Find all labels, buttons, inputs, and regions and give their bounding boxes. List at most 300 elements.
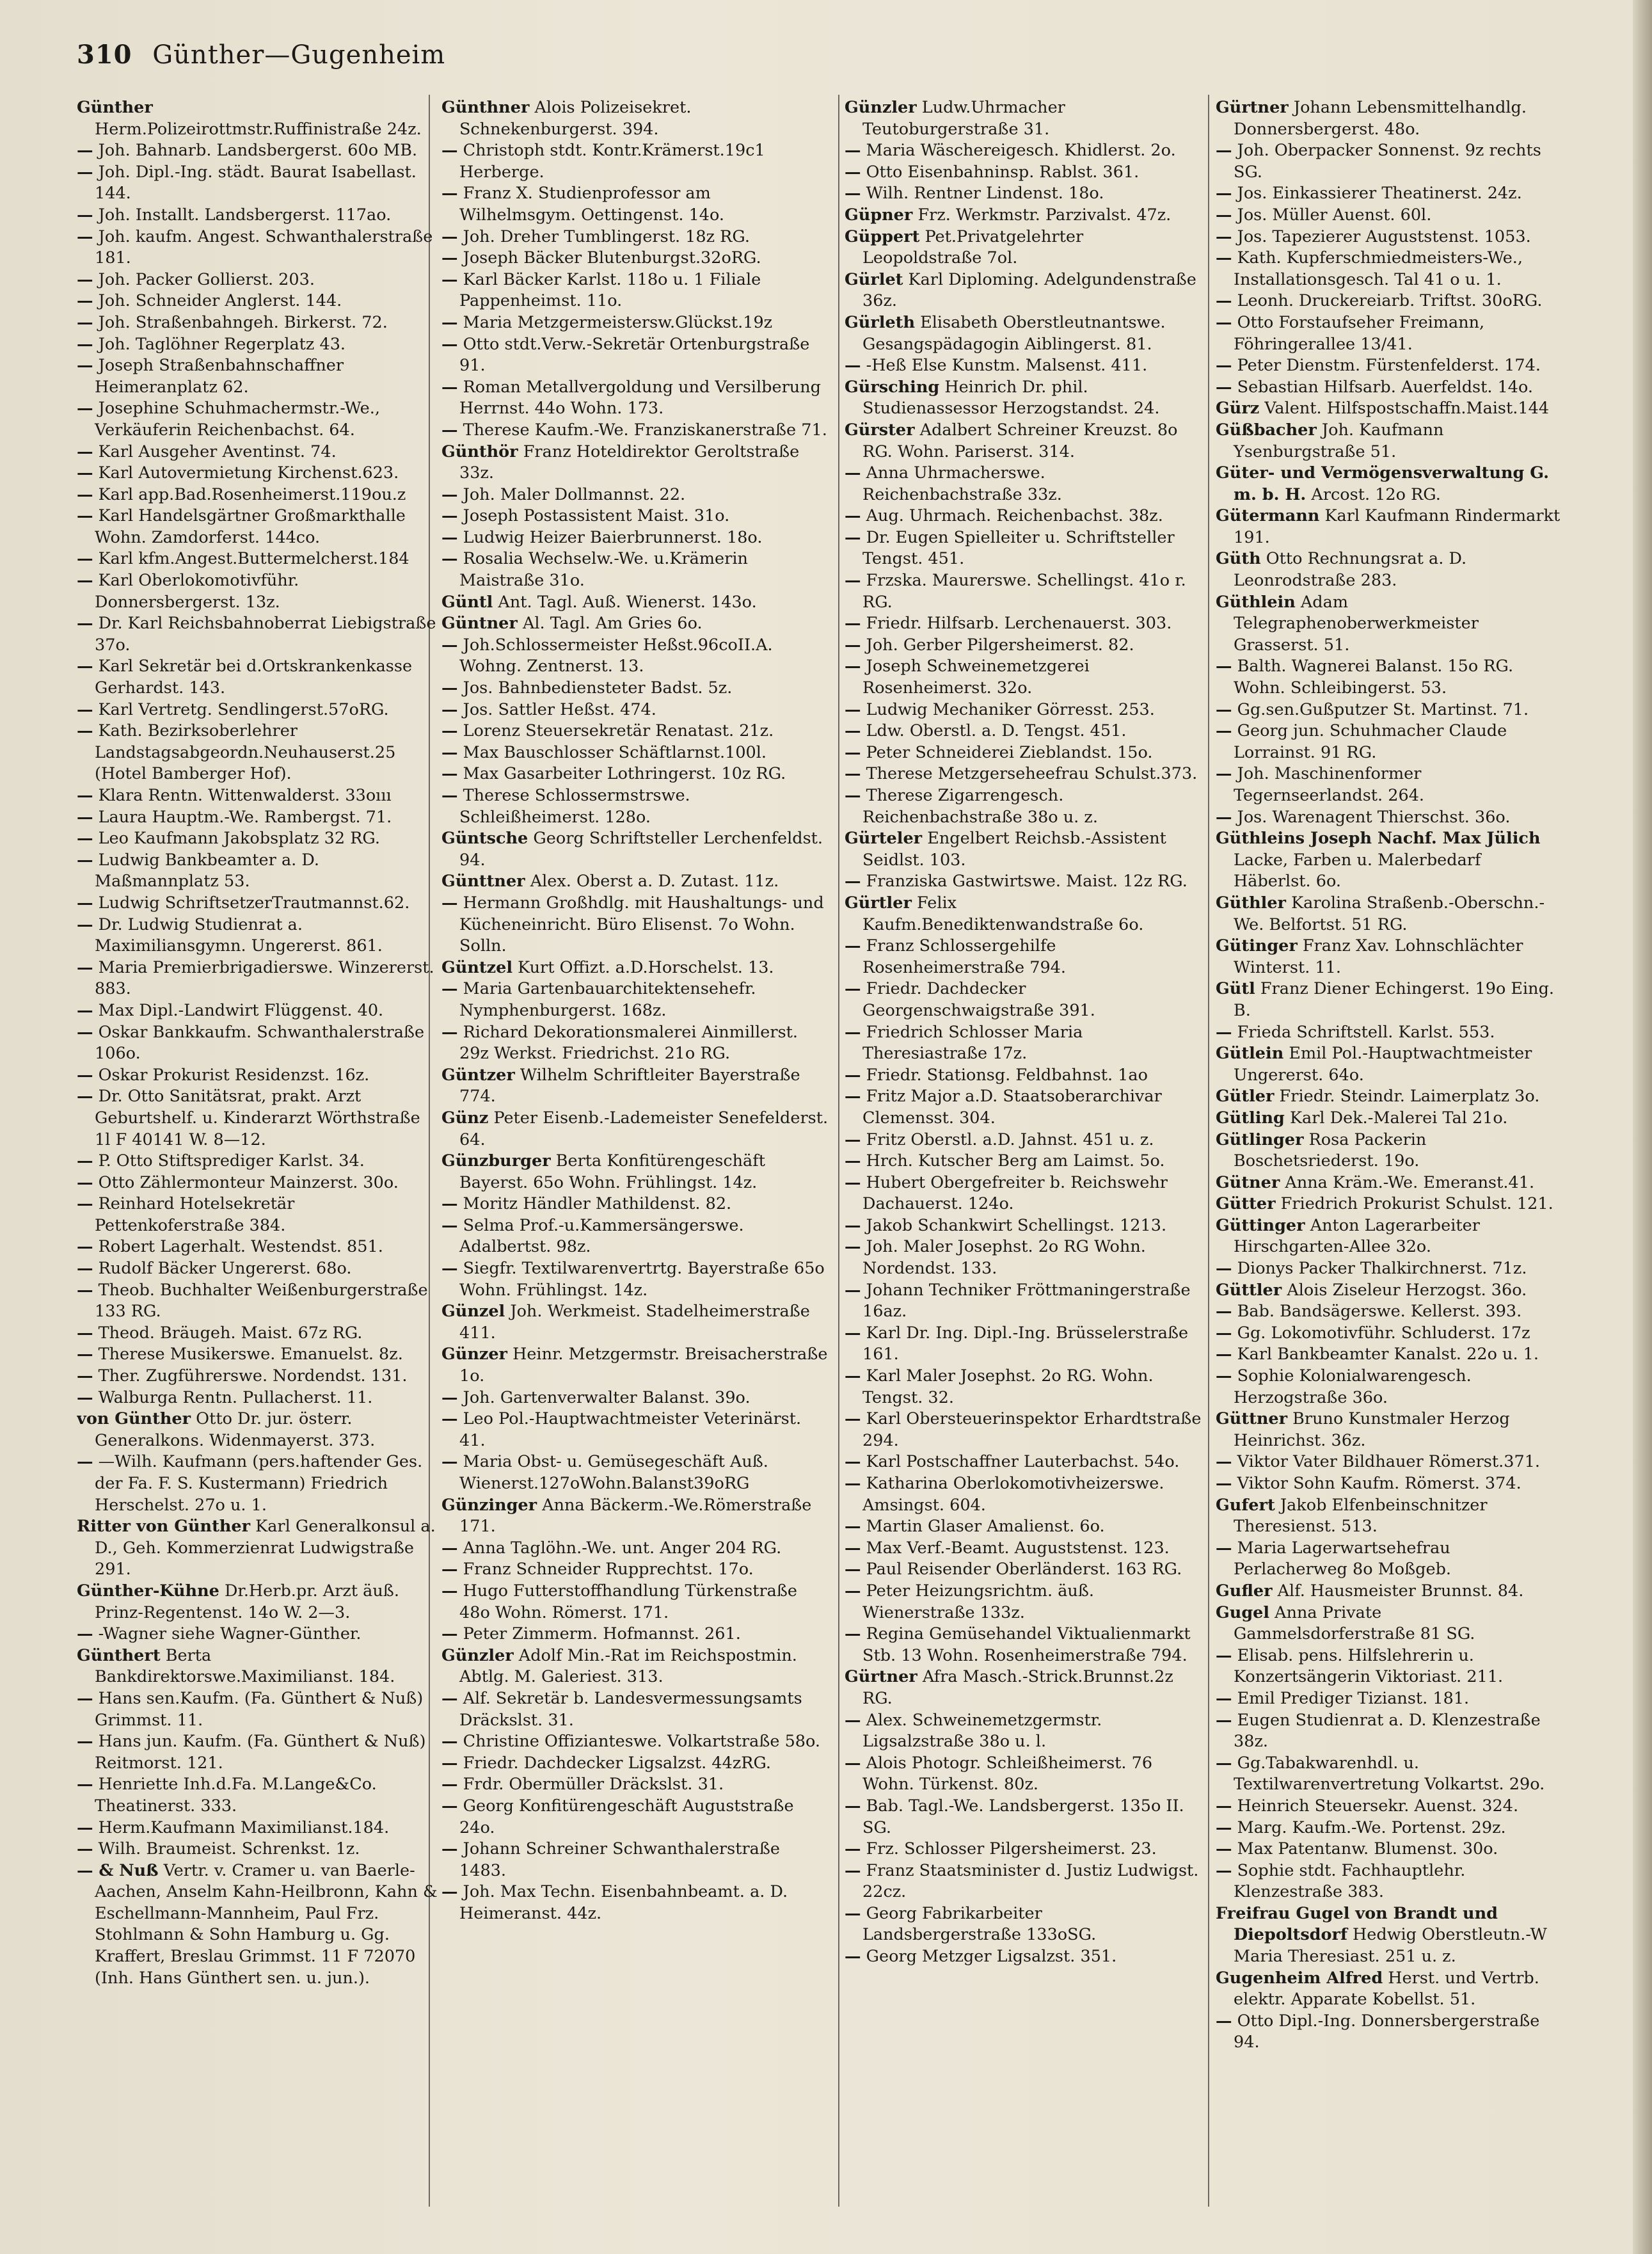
entry-name: —: [77, 356, 93, 376]
directory-entry: [441, 699, 832, 721]
directory-entry: [441, 785, 832, 828]
entry-name: Ritter von Günther: [77, 1517, 251, 1537]
directory-entry: [441, 1387, 832, 1409]
entry-text: Georg Fabrikarbeiter Landsbergerstraße 133oSG.: [861, 1903, 1097, 1945]
directory-entry: [845, 227, 1203, 269]
directory-entry: [441, 1753, 832, 1775]
entry-name: —: [77, 1172, 93, 1192]
entry-text: Karl Autovermietung Kirchenst.623.: [93, 463, 399, 483]
entry-name: —: [77, 850, 93, 870]
entry-name: —: [77, 1387, 93, 1407]
entry-text: Pet.Privatgelehrter Leopoldstraße 7ol.: [862, 227, 1084, 268]
entry-text: Karl Vertretg. Sendlingerst.57oRG.: [93, 699, 389, 719]
directory-entry: [1216, 248, 1561, 291]
entry-name: —: [441, 506, 458, 526]
entry-text: Maria Obst- u. Gemüsegeschäft Auß. Wienerst.127oWohn.Balanst39oRG: [457, 1452, 768, 1493]
entry-text: Josephine Schuhmachermstr.-We., Verkäuferin Reichenbachst. 64.: [93, 399, 380, 440]
directory-entry: [77, 850, 438, 893]
entry-text: Ludwig SchriftsetzerTrautmannst.62.: [93, 893, 410, 913]
entry-text: Siegfr. Textilwarenvertrtg. Bayerstraße 65o Wohn. Frühlingst. 14z.: [457, 1259, 825, 1300]
entry-name: —: [845, 1237, 861, 1257]
directory-entry: [77, 1645, 438, 1688]
entry-text: Jos. Tapezierer Auguststenst. 1053.: [1232, 227, 1531, 246]
entry-name: Günzel: [441, 1302, 505, 1322]
directory-entry: [845, 1409, 1203, 1451]
directory-entry: [1216, 1968, 1561, 2011]
directory-entry: [441, 506, 832, 527]
entry-text: Frz. Schlosser Pilgersheimerst. 23.: [861, 1839, 1157, 1859]
directory-entry: [1216, 936, 1561, 979]
entry-name: Güppert: [845, 227, 920, 246]
entry-text: Friedrich Prokurist Schulst. 121.: [1275, 1194, 1553, 1214]
directory-entry: [77, 1000, 438, 1022]
entry-text: Karl Kaufmann Rindermarkt 191.: [1234, 506, 1561, 547]
entry-text: Dr. Karl Reichsbahnoberrat Liebigstraße 37o.: [93, 614, 436, 655]
directory-entry: [845, 1710, 1203, 1753]
directory-entry: [77, 227, 438, 269]
directory-entry: [441, 635, 832, 678]
directory-entry: [1216, 1366, 1561, 1409]
entry-name: —: [1216, 764, 1232, 784]
directory-entry: [1216, 1086, 1561, 1108]
entry-text: Wilhelm Schriftleiter Bayerstraße 774.: [459, 1065, 800, 1107]
directory-entry: [441, 592, 832, 614]
entry-name: von Günther: [77, 1409, 191, 1429]
entry-name: Gugel: [1216, 1603, 1270, 1622]
entry-text: Frzska. Maurerswe. Schellingst. 41o r. RG.: [861, 571, 1186, 612]
entry-name: —: [1216, 1323, 1232, 1343]
directory-entry: [441, 527, 832, 549]
entry-text: Kath. Bezirksoberlehrer Landstagsabgeordn.Neuhauserst.25 (Hotel Bamberger Hof).: [93, 721, 396, 784]
entry-text: Lacke, Farben u. Malerbedarf Häberlst. 6o.: [1234, 850, 1481, 891]
entry-text: Karl kfm.Angest.Buttermelcherst.184: [93, 549, 409, 569]
entry-text: Karl Generalkonsul a. D., Geh. Kommerzienrat Ludwigstraße 291.: [95, 1517, 436, 1579]
entry-name: Günthert: [77, 1645, 161, 1665]
entry-name: —: [1216, 699, 1232, 719]
entry-text: Leonh. Druckereiarb. Triftst. 30oRG.: [1232, 291, 1543, 311]
entry-text: —Wilh. Kaufmann (pers.haftender Ges. der Fa. F. S. Kustermann) Friedrich Herschelst. 27o u. 1.: [93, 1452, 423, 1515]
entry-name: Güntl: [441, 592, 493, 612]
entry-name: —: [845, 1130, 861, 1149]
directory-entry: [77, 1280, 438, 1323]
entry-text: Jakob Schankwirt Schellingst. 1213.: [861, 1215, 1167, 1235]
entry-text: Joh. Werkmeist. Stadelheimerstraße 411.: [459, 1302, 810, 1343]
entry-text: Arcost. 12o RG.: [1306, 484, 1441, 504]
directory-entry: [441, 140, 832, 183]
entry-name: —: [845, 184, 861, 204]
column-divider: [1208, 95, 1209, 2207]
entry-name: —: [1216, 1860, 1232, 1880]
entry-name: Günttner: [441, 872, 525, 891]
directory-entry: [845, 312, 1203, 355]
entry-name: Günzinger: [441, 1495, 537, 1515]
entry-name: —: [845, 1474, 861, 1493]
entry-text: Joh. Maler Josephst. 2o RG Wohn. Nordendst. 133.: [861, 1237, 1146, 1279]
entry-text: Wilh. Braumeist. Schrenkst. 1z.: [93, 1839, 360, 1859]
entry-name: Güßbacher: [1216, 420, 1317, 440]
entry-name: Gütermann: [1216, 506, 1320, 526]
directory-entry: [1216, 377, 1561, 399]
directory-entry: [845, 871, 1203, 893]
entry-name: Gufler: [1216, 1581, 1273, 1601]
entry-name: —: [77, 549, 93, 569]
directory-entry: [1216, 1258, 1561, 1280]
directory-entry: [845, 527, 1203, 570]
entry-text: Vertr. v. Cramer u. van Baerle-Aachen, Anselm Kahn-Heilbronn, Kahn & Eschellmann-Mannheim, Paul Frz. Stohlmann & Sohn Hamburg u. Gg. Kraffert, Breslau Grimmst. 11 F 72070 (Inh. Hans Günthert sen. u. jun.).: [95, 1860, 438, 1988]
directory-entry: [845, 1151, 1203, 1172]
entry-text: Frz. Werkmstr. Parzivalst. 47z.: [912, 205, 1171, 225]
entry-name: —: [845, 1022, 861, 1042]
directory-entry: [77, 1194, 438, 1236]
page-edge: [1633, 0, 1652, 2254]
entry-name: —: [77, 1237, 93, 1257]
entry-text: Kath. Kupferschmiedmeisters-We., Installationsgesch. Tal 41 o u. 1.: [1232, 248, 1523, 289]
entry-name: —: [77, 141, 93, 161]
entry-name: Günthner: [441, 98, 530, 117]
entry-name: Günthör: [441, 442, 518, 461]
directory-entry: [77, 785, 438, 807]
entry-name: Gütinger: [1216, 936, 1298, 956]
entry-name: —: [441, 1387, 458, 1407]
entry-text: Herm.Kaufmann Maximilianst.184.: [93, 1818, 390, 1837]
entry-name: —: [441, 1732, 458, 1752]
entry-name: Gürlet: [845, 269, 903, 289]
directory-entry: [441, 1151, 832, 1194]
entry-name: —: [77, 205, 93, 225]
directory-entry: [77, 140, 438, 162]
directory-entry: [77, 1581, 438, 1624]
directory-entry: [441, 420, 832, 442]
directory-entry: [1216, 1903, 1561, 1968]
entry-text: Alex. Schweinemetzgermstr. Ligsalzstraße 38o u. l.: [861, 1710, 1102, 1752]
directory-entry: [1216, 1688, 1561, 1710]
entry-name: —: [1216, 1818, 1232, 1837]
entry-text: Dionys Packer Thalkirchnerst. 71z.: [1232, 1259, 1527, 1279]
directory-entry: [1216, 355, 1561, 377]
entry-name: —: [1216, 1452, 1232, 1472]
directory-entry: [441, 763, 832, 785]
directory-entry: [77, 1731, 438, 1774]
entry-name: Güntzel: [441, 957, 513, 977]
entry-text: Rosa Packerin Boschetsriederst. 19o.: [1234, 1130, 1427, 1171]
entry-name: Güth: [1216, 549, 1261, 569]
entry-name: Güpner: [845, 205, 913, 225]
entry-name: —: [77, 227, 93, 246]
entry-text: Karl Oberlokomotivführ. Donnersbergerst. 13z.: [93, 571, 299, 612]
column-divider: [838, 95, 839, 2207]
directory-entry: [845, 1065, 1203, 1087]
entry-name: —: [845, 1087, 861, 1107]
entry-text: Alf. Hausmeister Brunnst. 84.: [1272, 1581, 1524, 1601]
entry-name: Günzler: [845, 98, 917, 117]
entry-name: —: [77, 1022, 93, 1042]
entry-text: Joh. Installt. Landsbergerst. 117ao.: [93, 205, 392, 225]
entry-text: Oskar Prokurist Residenzst. 16z.: [93, 1065, 370, 1085]
directory-entry: [77, 506, 438, 548]
entry-text: Alois Polizeisekret. Schnekenburgerst. 394.: [459, 98, 692, 139]
entry-name: —: [845, 872, 861, 891]
directory-entry: [77, 548, 438, 570]
entry-text: Karolina Straßenb.-Oberschn.-We. Belfortst. 51 RG.: [1234, 893, 1545, 934]
entry-text: Berta Konfitürengeschäft Bayerst. 65o Wohn. Frühlingst. 14z.: [459, 1151, 765, 1192]
entry-name: —: [441, 1409, 458, 1429]
entry-name: —: [77, 1259, 93, 1279]
column-3: [845, 97, 1203, 2216]
entry-name: —: [845, 1172, 861, 1192]
entry-text: Selma Prof.-u.Kammersängerswe. Adalbertst. 98z.: [457, 1215, 744, 1257]
entry-text: Adam Telegraphenoberwerkmeister Grasserst. 51.: [1234, 592, 1479, 655]
entry-name: —: [1216, 721, 1232, 741]
entry-name: Gütner: [1216, 1172, 1280, 1192]
directory-entry: [1216, 1280, 1561, 1302]
entry-text: Felix Kaufm.Benediktenwandstraße 6o.: [862, 893, 1144, 934]
entry-name: —: [845, 742, 861, 762]
directory-entry: [845, 1903, 1203, 1946]
directory-entry: [441, 334, 832, 377]
entry-name: —: [845, 1947, 861, 1967]
directory-entry: [77, 699, 438, 721]
entry-name: —: [845, 979, 861, 999]
entry-name: Günzburger: [441, 1151, 551, 1171]
entry-text: Hubert Obergefreiter b. Reichswehr Dachauerst. 124o.: [861, 1172, 1168, 1214]
entry-name: —: [845, 356, 861, 376]
entry-name: —: [1216, 141, 1232, 161]
entry-text: Jos. Bahnbediensteter Badst. 5z.: [457, 678, 733, 698]
entry-name: —: [441, 635, 458, 655]
entry-text: Emil Prediger Tizianst. 181.: [1232, 1688, 1470, 1708]
directory-entry: [77, 1151, 438, 1172]
directory-entry: [845, 828, 1203, 871]
directory-entry: [1216, 1710, 1561, 1753]
entry-text: Friedrich Schlosser Maria Theresiastraße 17z.: [861, 1022, 1083, 1064]
entry-text: Max Bauschlosser Schäftlarnst.100l.: [457, 742, 767, 762]
entry-name: —: [441, 312, 458, 332]
entry-text: Heinrich Steuersekr. Auenst. 324.: [1232, 1796, 1519, 1816]
entry-name: —: [441, 1259, 458, 1279]
entry-name: —: [441, 1775, 458, 1794]
directory-entry: [1216, 1796, 1561, 1818]
entry-name: Gürtner: [1216, 98, 1289, 117]
entry-text: Joh. Bahnarb. Landsbergerst. 60o MB.: [93, 141, 418, 161]
directory-entry: [1216, 1022, 1561, 1044]
entry-name: —: [77, 1194, 93, 1214]
entry-name: Günzler: [441, 1645, 514, 1665]
entry-text: Leo Pol.-Hauptwachtmeister Veterinärst. 41.: [457, 1409, 802, 1450]
entry-name: —: [441, 420, 458, 440]
entry-text: Bab. Tagl.-We. Landsbergerst. 135o II. SG.: [861, 1796, 1184, 1837]
directory-entry: [441, 1774, 832, 1796]
entry-text: Franz Staatsminister d. Justiz Ludwigst. 22cz.: [861, 1860, 1199, 1902]
entry-name: —: [1216, 1345, 1232, 1364]
entry-text: Franz Diener Echingerst. 19o Eing. B.: [1234, 979, 1555, 1020]
directory-entry: [77, 1516, 438, 1581]
entry-name: —: [77, 1775, 93, 1794]
directory-entry: [845, 1581, 1203, 1624]
directory-entry: [77, 828, 438, 850]
entry-name: Gütlinger: [1216, 1130, 1304, 1149]
entry-name: Gütling: [1216, 1108, 1285, 1128]
directory-entry: [845, 613, 1203, 635]
entry-text: Joh. Oberpacker Sonnenst. 9z rechts SG.: [1232, 141, 1541, 182]
entry-text: Georg jun. Schuhmacher Claude Lorrainst. 91 RG.: [1232, 721, 1507, 762]
directory-entry: [845, 1860, 1203, 1903]
directory-entry: [1216, 1409, 1561, 1451]
entry-name: —: [1216, 377, 1232, 397]
entry-name: —: [845, 141, 861, 161]
entry-text: Leo Kaufmann Jakobsplatz 32 RG.: [93, 829, 380, 849]
directory-entry: [441, 957, 832, 979]
directory-entry: [441, 183, 832, 226]
directory-entry: [77, 312, 438, 334]
entry-name: Güthler: [1216, 893, 1286, 913]
column-2: [441, 97, 832, 2216]
entry-name: —: [77, 1732, 93, 1752]
entry-text: Rosalia Wechselw.-We. u.Krämerin Maistraße 31o.: [457, 549, 748, 591]
entry-name: —: [845, 1517, 861, 1537]
entry-name: —: [1216, 1645, 1232, 1665]
entry-text: Dr. Ludwig Studienrat a. Maximiliansgymn. Ungererst. 861.: [93, 915, 383, 956]
directory-entry: [1216, 463, 1561, 506]
entry-text: Maria Metzgermeistersw.Glückst.19z: [457, 312, 773, 332]
directory-entry: [1216, 1172, 1561, 1194]
entry-name: —: [1216, 356, 1232, 376]
entry-text: Gg.sen.Gußputzer St. Martinst. 71.: [1232, 699, 1529, 719]
entry-text: Joh.Schlossermeister Heßst.96coII.A. Wohng. Zentnerst. 13.: [457, 635, 773, 676]
entry-name: —: [77, 807, 93, 827]
entry-text: Richard Dekorationsmalerei Ainmillerst. 29z Werkst. Friedrichst. 21o RG.: [457, 1022, 798, 1064]
directory-entry: [77, 291, 438, 312]
directory-entry: [845, 506, 1203, 527]
entry-text: Therese Kaufm.-We. Franziskanerstraße 71.: [457, 420, 827, 440]
entry-text: -Heß Else Kunstm. Malsenst. 411.: [861, 356, 1148, 376]
running-title: Günther—Gugenheim: [152, 40, 446, 70]
entry-name: —: [77, 957, 93, 977]
entry-text: Joseph Postassistent Maist. 31o.: [457, 506, 730, 526]
directory-entry: [845, 1667, 1203, 1709]
directory-entry: [1216, 1645, 1561, 1688]
entry-name: —: [441, 248, 458, 268]
entry-name: —: [441, 527, 458, 547]
entry-text: Joh. Gartenverwalter Balanst. 39o.: [457, 1387, 751, 1407]
directory-entry: [1216, 592, 1561, 657]
entry-text: Lorenz Steuersekretär Renatast. 21z.: [457, 721, 774, 741]
entry-name: Güntner: [441, 614, 518, 634]
entry-name: —: [1216, 1259, 1232, 1279]
entry-text: Reinhard Hotelsekretär Pettenkoferstraße 384.: [93, 1194, 295, 1235]
entry-text: Hedwig Oberstleutn.-W Maria Theresiast. 251 u. z.: [1234, 1925, 1547, 1967]
directory-entry: [1216, 398, 1561, 420]
entry-name: —: [441, 1839, 458, 1859]
directory-entry: [1216, 721, 1561, 763]
directory-entry: [441, 1688, 832, 1731]
directory-entry: [845, 205, 1203, 227]
entry-text: Martin Glaser Amalienst. 6o.: [861, 1517, 1105, 1537]
page-number: 310: [77, 40, 132, 70]
entry-text: Herst. und Vertrb. elektr. Apparate Kobellst. 51.: [1234, 1968, 1539, 2010]
directory-entry: [1216, 291, 1561, 312]
entry-name: Güter- und Vermögensverwaltung G. m. b. H.: [1216, 463, 1549, 504]
entry-text: Sebastian Hilfsarb. Auerfeldst. 14o.: [1232, 377, 1534, 397]
directory-entry: [77, 1387, 438, 1409]
directory-entry: [1216, 506, 1561, 548]
page-header: [77, 40, 445, 78]
entry-text: Karl Ausgeher Aventinst. 74.: [93, 442, 337, 461]
entry-text: Jos. Einkassierer Theatinerst. 24z.: [1232, 184, 1522, 204]
entry-text: Oskar Bankkaufm. Schwanthalerstraße 106o.: [93, 1022, 425, 1064]
entry-text: Otto Dr. jur. österr. Generalkons. Widenmayerst. 373.: [95, 1409, 376, 1450]
entry-name: —: [77, 1087, 93, 1107]
entry-name: Gürster: [845, 420, 915, 440]
entry-text: Hermann Großhdlg. mit Haushaltungs- und Kücheneinricht. Büro Elisenst. 7o Wohn. Solln.: [457, 893, 824, 956]
entry-text: Henriette Inh.d.Fa. M.Lange&Co. Theatinerst. 333.: [93, 1775, 377, 1816]
entry-text: Joseph Bäcker Blutenburgst.32oRG.: [457, 248, 761, 268]
entry-name: Gürtler: [845, 893, 912, 913]
directory-entry: [1216, 807, 1561, 829]
directory-entry: [441, 1344, 832, 1387]
entry-name: Gürtner: [845, 1667, 917, 1687]
directory-entry: [1216, 1451, 1561, 1473]
entry-name: Güthleins Joseph Nachf. Max Jülich: [1216, 829, 1541, 849]
entry-name: —: [845, 1323, 861, 1343]
directory-entry: [77, 1258, 438, 1280]
entry-text: Emil Pol.-Hauptwachtmeister Ungererst. 64o.: [1234, 1044, 1532, 1085]
entry-text: Anna Bäckerm.-We.Römerstraße 171.: [459, 1495, 812, 1537]
entry-name: —: [77, 506, 93, 526]
entry-name: —: [1216, 205, 1232, 225]
entry-text: Christoph stdt. Kontr.Krämerst.19c1 Herberge.: [457, 141, 765, 182]
directory-entry: [845, 656, 1203, 699]
directory-entry: [1216, 183, 1561, 205]
directory-entry: [845, 97, 1203, 140]
entry-name: —: [1216, 291, 1232, 311]
directory-entry: [1216, 1130, 1561, 1172]
entry-name: Günther-Kühne: [77, 1581, 219, 1601]
directory-entry: [441, 678, 832, 699]
entry-name: Güntzer: [441, 1065, 515, 1085]
entry-text: Otto Dipl.-Ing. Donnersbergerstraße 94.: [1232, 2011, 1540, 2052]
entry-name: —: [77, 1688, 93, 1708]
entry-text: Al. Tagl. Am Gries 6o.: [517, 614, 703, 634]
entry-text: Aug. Uhrmach. Reichenbachst. 38z.: [861, 506, 1163, 526]
entry-text: Otto Eisenbahninsp. Rablst. 361.: [861, 162, 1140, 182]
entry-name: —: [441, 764, 458, 784]
entry-name: Güntsche: [441, 829, 528, 849]
entry-text: Johann Techniker Fröttmaningerstraße 16az.: [861, 1280, 1191, 1322]
entry-name: —: [845, 162, 861, 182]
entry-name: —: [845, 1903, 861, 1923]
entry-text: Karl Diploming. Adelgundenstraße 36z.: [862, 269, 1196, 311]
directory-entry: [77, 1086, 438, 1151]
entry-name: —: [441, 786, 458, 805]
directory-entry: [845, 1538, 1203, 1560]
entry-name: —: [845, 1796, 861, 1816]
directory-entry: [1216, 312, 1561, 355]
directory-entry: [441, 312, 832, 334]
directory-entry: [1216, 140, 1561, 183]
entry-text: Karl Dr. Ing. Dipl.-Ing. Brüsselerstraße 161.: [861, 1323, 1189, 1364]
entry-text: Franz Hoteldirektor Geroltstraße 33z.: [459, 442, 800, 483]
entry-text: Joh. Schneider Anglerst. 144.: [93, 291, 342, 311]
entry-text: Jos. Warenagent Thierschst. 36o.: [1232, 807, 1511, 827]
directory-entry: [441, 1409, 832, 1451]
entry-text: Elisab. pens. Hilfslehrerin u. Konzertsängerin Viktoriast. 211.: [1232, 1645, 1504, 1687]
entry-text: Bruno Kunstmaler Herzog Heinrichst. 36z.: [1234, 1409, 1510, 1450]
entry-name: —: [441, 1624, 458, 1644]
entry-name: —: [441, 549, 458, 569]
entry-text: Joh. Packer Gollierst. 203.: [93, 269, 315, 289]
entry-text: Karl app.Bad.Rosenheimerst.119ou.z: [93, 484, 406, 504]
entry-text: Theob. Buchhalter Weißenburgerstraße 133 RG.: [93, 1280, 428, 1322]
